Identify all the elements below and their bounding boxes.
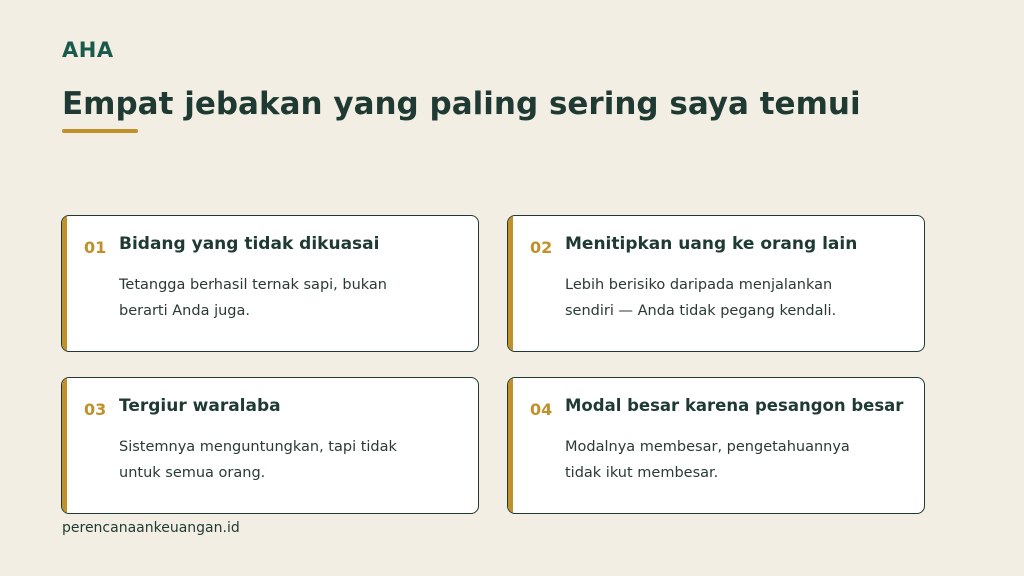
card-title: Menitipkan uang ke orang lain xyxy=(565,234,858,254)
card-accent-bar xyxy=(508,216,513,351)
card-title: Tergiur waralaba xyxy=(119,396,281,416)
card-number: 02 xyxy=(530,238,553,257)
card-title: Bidang yang tidak dikuasai xyxy=(119,234,380,254)
card-accent-bar xyxy=(508,378,513,513)
card-body xyxy=(565,272,895,324)
card-body-line: sendiri — Anda tidak pegang kendali. xyxy=(565,303,837,319)
card-body xyxy=(119,434,449,486)
section-kicker: AHA xyxy=(62,38,114,62)
card-number: 01 xyxy=(84,238,107,257)
card-body-line: Tetangga berhasil ternak sapi, bukan xyxy=(119,277,388,293)
card-body-line: berarti Anda juga. xyxy=(119,303,250,319)
page-title: Empat jebakan yang paling sering saya temui xyxy=(62,86,861,122)
card-number: 03 xyxy=(84,400,107,419)
card-body-line: Sistemnya menguntungkan, tapi tidak xyxy=(119,439,397,455)
trap-card-4 xyxy=(507,377,925,514)
footer-site-url: perencanaankeuangan.id xyxy=(62,520,240,536)
card-title: Modal besar karena pesangon besar xyxy=(565,396,904,415)
card-body-line: tidak ikut membesar. xyxy=(565,465,719,481)
trap-card-3 xyxy=(61,377,479,514)
card-accent-bar xyxy=(62,378,67,513)
trap-card-2 xyxy=(507,215,925,352)
title-underline xyxy=(62,129,138,133)
card-body-line: Lebih berisiko daripada menjalankan xyxy=(565,277,833,293)
card-number: 04 xyxy=(530,400,553,419)
trap-card-1 xyxy=(61,215,479,352)
card-body-line: untuk semua orang. xyxy=(119,465,266,481)
card-body-line: Modalnya membesar, pengetahuannya xyxy=(565,439,850,455)
card-body xyxy=(119,272,449,324)
card-accent-bar xyxy=(62,216,67,351)
card-body xyxy=(565,434,895,486)
